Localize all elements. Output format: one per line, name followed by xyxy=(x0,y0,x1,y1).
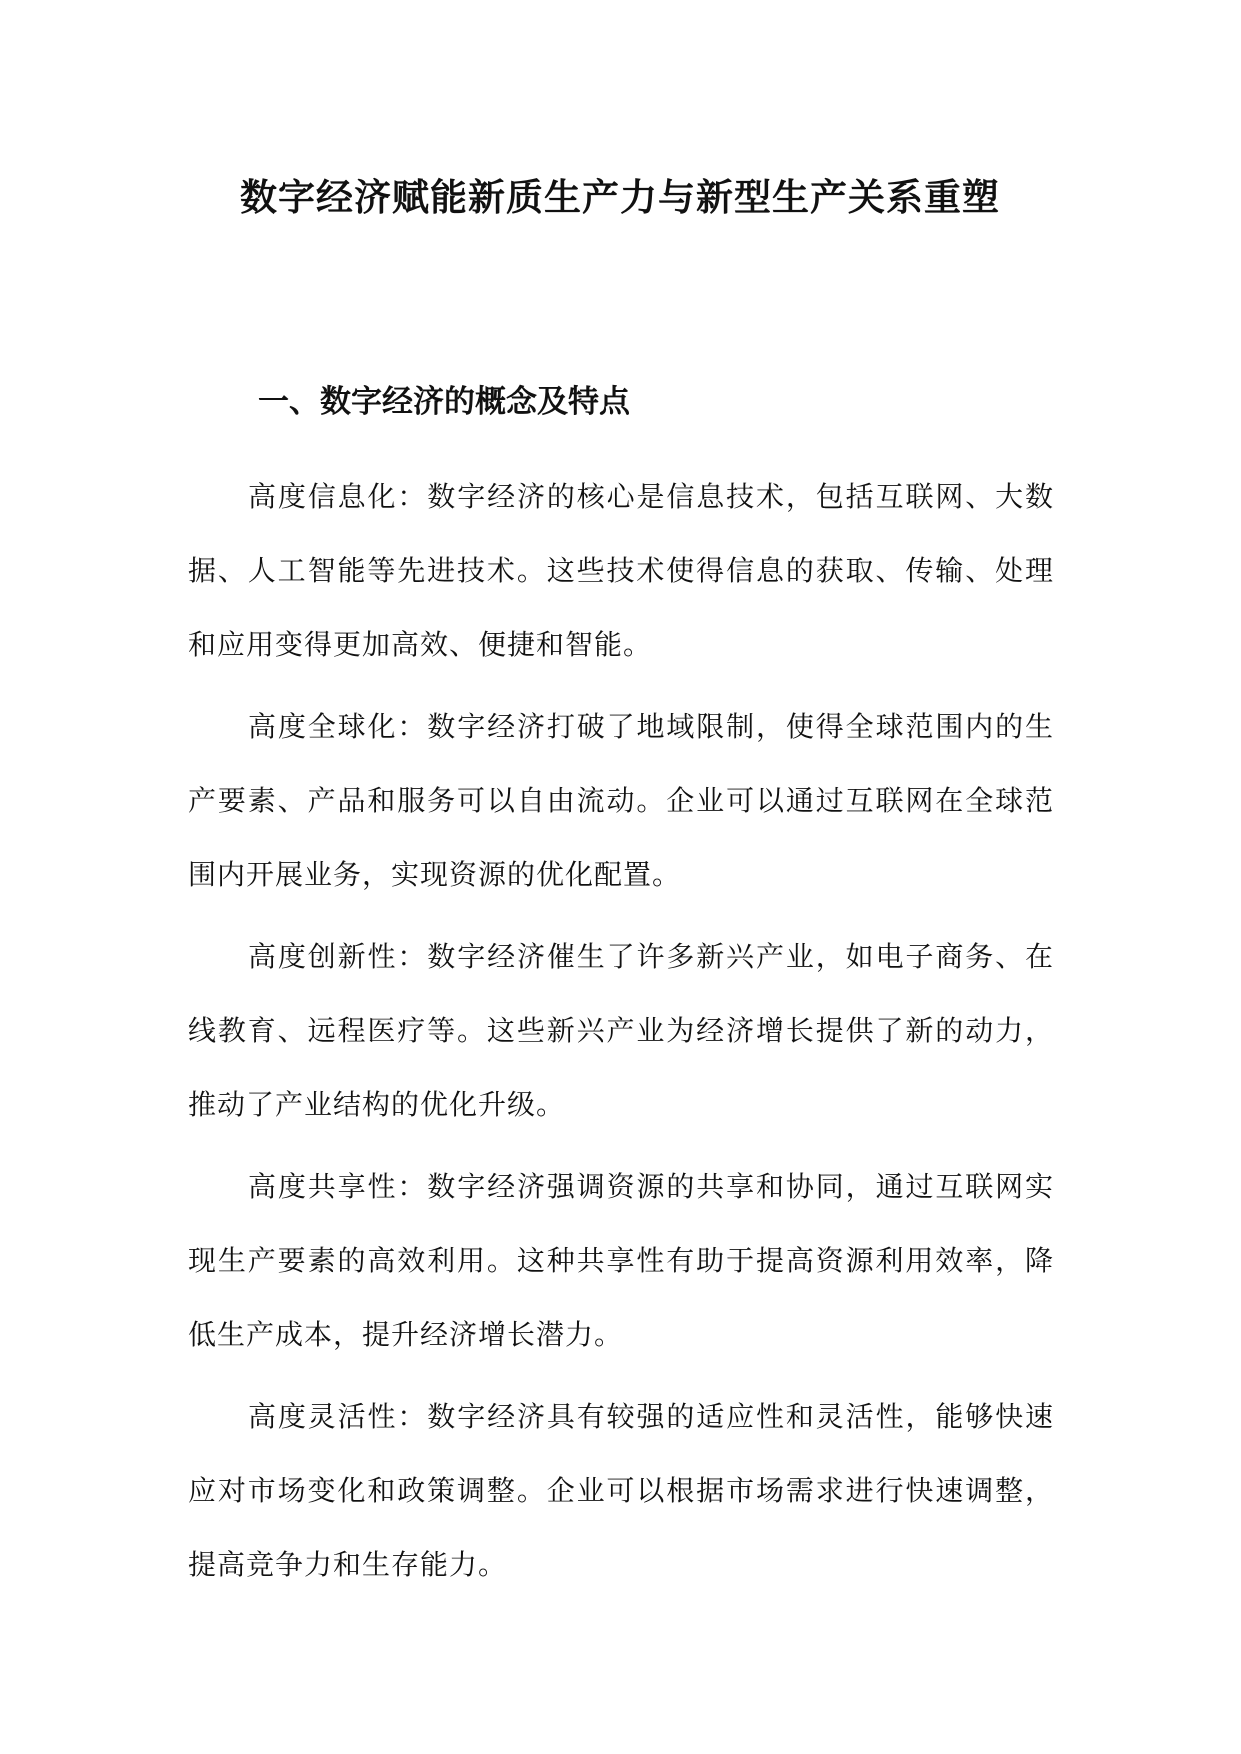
paragraph-globalization: 高度全球化：数字经济打破了地域限制，使得全球范围内的生产要素、产品和服务可以自由流动。企业可以通过互联网在全球范围内开展业务，实现资源的优化配置。 xyxy=(188,710,1054,891)
paragraph-flexibility: 高度灵活性：数字经济具有较强的适应性和灵活性，能够快速应对市场变化和政策调整。企业可以根据市场需求进行快速调整，提高竞争力和生存能力。 xyxy=(188,1400,1054,1581)
paragraph-informatization: 高度信息化：数字经济的核心是信息技术，包括互联网、大数据、人工智能等先进技术。这些技术使得信息的获取、传输、处理和应用变得更加高效、便捷和智能。 xyxy=(188,480,1054,661)
document-title: 数字经济赋能新质生产力与新型生产关系重塑 xyxy=(240,176,1000,219)
section-heading: 一、数字经济的概念及特点 xyxy=(258,384,630,420)
paragraph-innovation: 高度创新性：数字经济催生了许多新兴产业，如电子商务、在线教育、远程医疗等。这些新兴产业为经济增长提供了新的动力，推动了产业结构的优化升级。 xyxy=(188,940,1054,1121)
paragraph-sharing: 高度共享性：数字经济强调资源的共享和协同，通过互联网实现生产要素的高效利用。这种共享性有助于提高资源利用效率，降低生产成本，提升经济增长潜力。 xyxy=(188,1170,1054,1351)
document-body xyxy=(188,460,1054,1602)
